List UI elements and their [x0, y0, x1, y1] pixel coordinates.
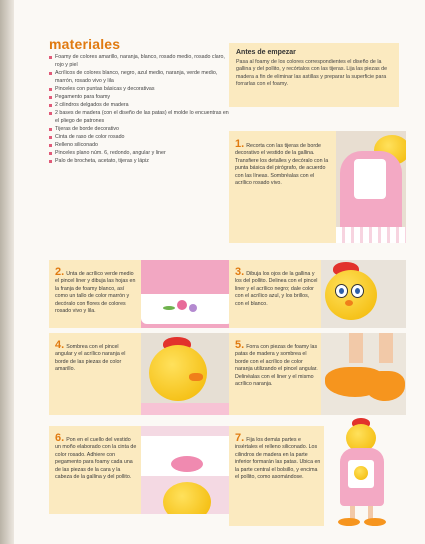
step-4-card — [49, 333, 141, 415]
step-2-card — [49, 260, 141, 328]
dress-bib-image — [354, 159, 386, 199]
wooden-leg-image — [379, 333, 393, 363]
chick-beak-image — [345, 300, 353, 306]
step-3-number: 3. — [235, 266, 245, 278]
step-4-number: 4. — [55, 339, 65, 351]
dress-edge-image — [141, 403, 233, 415]
step-2-photo — [141, 260, 233, 328]
step-7-photo — [324, 418, 406, 530]
finished-foot-image — [364, 518, 386, 526]
pocket-chick-image — [354, 466, 368, 480]
leaf-image — [163, 306, 175, 310]
materials-item: Pegamento para foamy — [49, 93, 231, 101]
step-5-text — [235, 339, 319, 388]
chick-head-image — [163, 482, 211, 514]
step-1-body: Recorta con las tijeras de borde decorativo el vestido de la gallina. Transfiere los detalles y decóralo con la punta básica del pirógrafo, de acuerdo con las líneas. Sombréalas con el acrílico rosado vivo. — [235, 143, 329, 187]
step-6-card — [49, 426, 141, 514]
materials-list — [49, 53, 231, 165]
white-strip-image — [141, 294, 233, 324]
materials-item: Acrílicos de colores blanco, negro, azul medio, naranja, verde medio, marrón, rosado vivo y lila — [49, 69, 231, 85]
step-6-photo — [141, 426, 233, 514]
materials-item: 2 cilindros delgados de madera — [49, 101, 231, 109]
book-spine-shadow — [0, 0, 14, 544]
chick-face-image — [325, 270, 377, 320]
step-1-photo — [336, 131, 406, 243]
chick-pupil-image — [339, 288, 344, 294]
step-7-text — [235, 432, 322, 481]
step-3-body: Dibuja los ojos de la gallina y los del pollito. Delinea con el pincel liner y el acrílico negro; dale color con el acrílico azul, y los brillos, con el blanco. — [235, 271, 318, 307]
wooden-leg-image — [349, 333, 363, 363]
step-3-text — [235, 266, 319, 308]
step-1-card — [229, 131, 336, 243]
pink-bow-image — [171, 456, 203, 472]
step-2-number: 2. — [55, 266, 65, 278]
step-5-photo — [321, 333, 406, 415]
step-7-body: Fija los demás partes e insértales el relleno siliconado. Los cilindros de madera en la parte inferior formarán las patas. Ubica en la parte central el bolsillo, y encima el pollito, como asomándose. — [235, 437, 321, 481]
materials-item: Tijeras de borde decorativo — [49, 125, 231, 133]
intro-card — [229, 43, 399, 107]
step-3-card — [229, 260, 321, 328]
finished-foot-image — [338, 518, 360, 526]
materials-item: Pinceles con puntas básicas y decorativas — [49, 85, 231, 93]
materials-item: Foamy de colores amarillo, naranja, blanco, rosado medio, rosado claro, rojo y piel — [49, 53, 231, 69]
step-3-photo — [321, 260, 406, 328]
step-5-number: 5. — [235, 339, 245, 351]
step-1-text — [235, 138, 332, 187]
step-6-number: 6. — [55, 432, 65, 444]
materials-item: Palo de brocheta, acetato, tijeras y lápiz — [49, 157, 231, 165]
chick-pupil-image — [355, 288, 360, 294]
step-2-body: Unta de acrílico verde medio el pincel liner y dibuja las hojas en la franja de foamy blanco, así como un tallo de color marrón y decóralo con flores de colores rosado vivo y lila. — [55, 271, 136, 315]
step-4-photo — [141, 333, 233, 415]
flower-image — [189, 304, 197, 312]
step-4-body: Sombrea con el pincel angular y el acrílico naranja el borde de las piezas de color amarillo. — [55, 344, 126, 373]
materials-item: Relleno siliconado — [49, 141, 231, 149]
step-6-text — [55, 432, 137, 481]
step-6-body: Pon en el cuello del vestido un moño elaborado con la cinta de color rosado. Adhiere con pegamento para foamy cada una de las piezas de la cara y la cabeza de la gallina y del pollito. — [55, 437, 137, 481]
materials-title: materiales — [49, 36, 121, 52]
materials-item: 2 bases de madera (con el diseño de las patas) el molde lo encuentras en el pliego de patrones — [49, 109, 231, 125]
step-7-card — [229, 426, 324, 526]
flower-image — [177, 300, 187, 310]
step-5-card — [229, 333, 321, 415]
intro-title: Antes de empezar — [236, 49, 296, 56]
intro-text: Pasa al foamy de los colores correspondientes el diseño de la gallina y del pollito, y recórtalos con las tijeras. Lija las piezas de madera a fin de eliminar las astillas y preparar la superficie para forrarlas con el foamy. — [236, 59, 388, 88]
step-2-text — [55, 266, 137, 315]
materials-item: Cinta de raso de color rosado — [49, 133, 231, 141]
foot-image — [365, 371, 405, 401]
dress-hem-image — [336, 227, 406, 243]
step-4-text — [55, 339, 137, 374]
materials-item: Pinceles plano núm. 6, redondo, angular y liner — [49, 149, 231, 157]
step-5-body: Forra con piezas de foamy las patas de madera y sombrea el borde con el acrílico de color naranja utilizando el pincel angular. Delinéalas con el liner y el mismo acrílico naranja. — [235, 344, 318, 388]
step-7-number: 7. — [235, 432, 245, 444]
step-1-number: 1. — [235, 138, 245, 150]
hen-beak-image — [189, 373, 203, 381]
